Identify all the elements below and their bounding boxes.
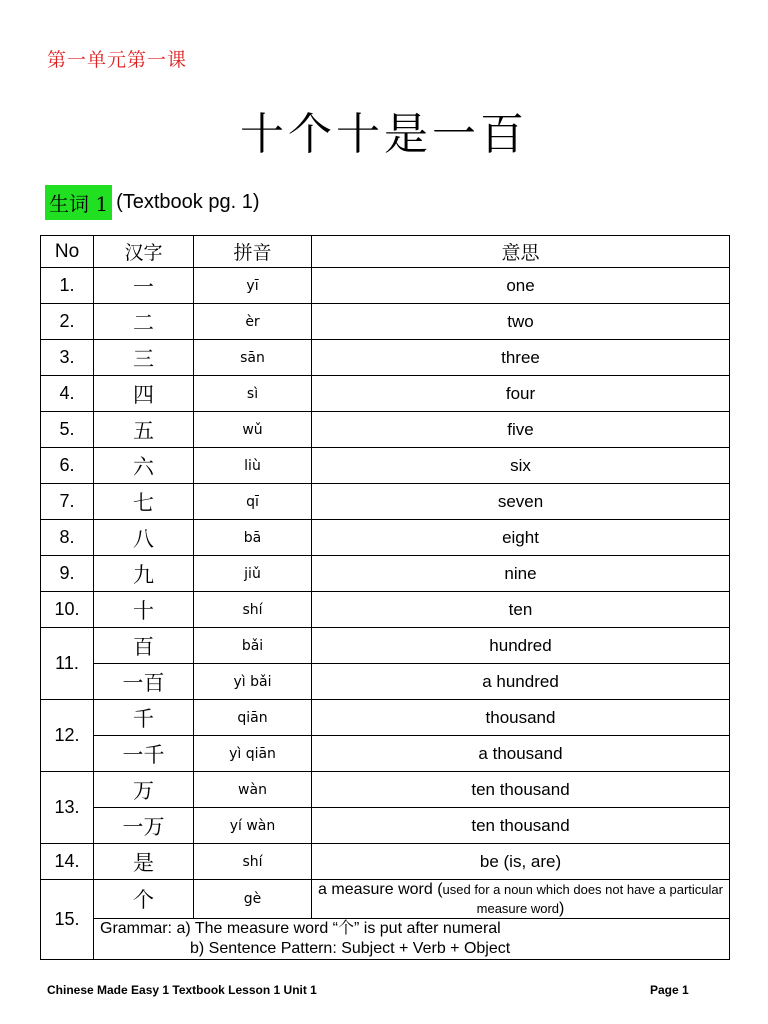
table-row xyxy=(41,376,730,412)
row-meaning xyxy=(312,880,730,919)
row-meaning: nine xyxy=(312,556,730,592)
table-row xyxy=(41,880,730,919)
header-no: No xyxy=(41,236,94,268)
measure-word-label: a measure word ( xyxy=(318,881,443,898)
table-header-row xyxy=(41,236,730,268)
row-hanzi: 四 xyxy=(94,376,194,412)
row-hanzi: 十 xyxy=(94,592,194,628)
row-pinyin: shí xyxy=(194,592,312,628)
row-pinyin: qī xyxy=(194,484,312,520)
row-hanzi: 七 xyxy=(94,484,194,520)
row-meaning: ten thousand xyxy=(312,772,730,808)
row-number: 8. xyxy=(41,520,94,556)
table-row xyxy=(41,484,730,520)
table-row xyxy=(41,844,730,880)
row-number: 7. xyxy=(41,484,94,520)
grammar-line-1: Grammar: a) The measure word “个” is put after numeral xyxy=(100,920,501,937)
row-hanzi: 八 xyxy=(94,520,194,556)
row-pinyin: jiǔ xyxy=(194,556,312,592)
row-hanzi: 一百 xyxy=(94,664,194,700)
table-row xyxy=(41,448,730,484)
table-row xyxy=(41,700,730,736)
row-meaning: ten thousand xyxy=(312,808,730,844)
table-row xyxy=(41,412,730,448)
row-number: 1. xyxy=(41,268,94,304)
row-meaning: one xyxy=(312,268,730,304)
table-row xyxy=(41,808,730,844)
row-meaning: six xyxy=(312,448,730,484)
row-hanzi: 一 xyxy=(94,268,194,304)
unit-lesson-heading: 第一单元第一课 xyxy=(47,49,188,71)
grammar-line-2: b) Sentence Pattern: Subject + Verb + Object xyxy=(190,940,511,957)
row-pinyin: yì bǎi xyxy=(194,664,312,700)
section-highlight: 生词 1 xyxy=(45,185,112,220)
header-hanzi: 汉字 xyxy=(94,236,194,268)
row-hanzi: 万 xyxy=(94,772,194,808)
section-text: (Textbook pg. 1) xyxy=(116,191,260,213)
row-pinyin: gè xyxy=(194,880,312,919)
table-row xyxy=(41,664,730,700)
measure-word-close: ) xyxy=(559,900,565,917)
row-number: 13. xyxy=(41,772,94,844)
row-meaning: two xyxy=(312,304,730,340)
row-number: 15. xyxy=(41,880,94,960)
row-pinyin: bā xyxy=(194,520,312,556)
row-pinyin: sì xyxy=(194,376,312,412)
row-number: 9. xyxy=(41,556,94,592)
row-pinyin: sān xyxy=(194,340,312,376)
row-pinyin: liù xyxy=(194,448,312,484)
row-hanzi: 一万 xyxy=(94,808,194,844)
page-number: Page 1 xyxy=(650,983,689,997)
row-pinyin: qiān xyxy=(194,700,312,736)
row-hanzi: 九 xyxy=(94,556,194,592)
row-pinyin: yì qiān xyxy=(194,736,312,772)
row-meaning: hundred xyxy=(312,628,730,664)
row-pinyin: wǔ xyxy=(194,412,312,448)
page-title: 十个十是一百 xyxy=(240,109,528,160)
row-meaning: a hundred xyxy=(312,664,730,700)
row-meaning: be (is, are) xyxy=(312,844,730,880)
row-number: 5. xyxy=(41,412,94,448)
row-hanzi: 五 xyxy=(94,412,194,448)
row-hanzi: 一千 xyxy=(94,736,194,772)
row-meaning: seven xyxy=(312,484,730,520)
row-hanzi: 是 xyxy=(94,844,194,880)
table-row xyxy=(41,340,730,376)
row-hanzi: 百 xyxy=(94,628,194,664)
grammar-note xyxy=(94,919,730,960)
row-number: 4. xyxy=(41,376,94,412)
row-pinyin: shí xyxy=(194,844,312,880)
row-meaning: eight xyxy=(312,520,730,556)
table-row xyxy=(41,520,730,556)
row-meaning: a thousand xyxy=(312,736,730,772)
table-row xyxy=(41,592,730,628)
section-heading xyxy=(45,185,260,220)
row-number: 10. xyxy=(41,592,94,628)
row-number: 11. xyxy=(41,628,94,700)
row-pinyin: yī xyxy=(194,268,312,304)
row-meaning: ten xyxy=(312,592,730,628)
header-meaning: 意思 xyxy=(312,236,730,268)
row-number: 2. xyxy=(41,304,94,340)
vocabulary-table xyxy=(40,235,730,960)
table-row xyxy=(41,556,730,592)
row-pinyin: bǎi xyxy=(194,628,312,664)
table-row xyxy=(41,628,730,664)
row-number: 3. xyxy=(41,340,94,376)
row-meaning: three xyxy=(312,340,730,376)
grammar-row xyxy=(41,919,730,960)
row-meaning: four xyxy=(312,376,730,412)
row-number: 6. xyxy=(41,448,94,484)
header-pinyin: 拼音 xyxy=(194,236,312,268)
row-hanzi: 个 xyxy=(94,880,194,919)
table-row xyxy=(41,304,730,340)
row-number: 12. xyxy=(41,700,94,772)
row-pinyin: wàn xyxy=(194,772,312,808)
footer-book-title: Chinese Made Easy 1 Textbook Lesson 1 Unit 1 xyxy=(47,983,317,997)
row-hanzi: 千 xyxy=(94,700,194,736)
row-meaning: five xyxy=(312,412,730,448)
table-row xyxy=(41,736,730,772)
row-number: 14. xyxy=(41,844,94,880)
row-pinyin: yí wàn xyxy=(194,808,312,844)
measure-word-note: used for a noun which does not have a particular measure word xyxy=(442,882,723,916)
row-hanzi: 三 xyxy=(94,340,194,376)
row-hanzi: 六 xyxy=(94,448,194,484)
table-row xyxy=(41,268,730,304)
table-row xyxy=(41,772,730,808)
row-pinyin: èr xyxy=(194,304,312,340)
row-hanzi: 二 xyxy=(94,304,194,340)
row-meaning: thousand xyxy=(312,700,730,736)
